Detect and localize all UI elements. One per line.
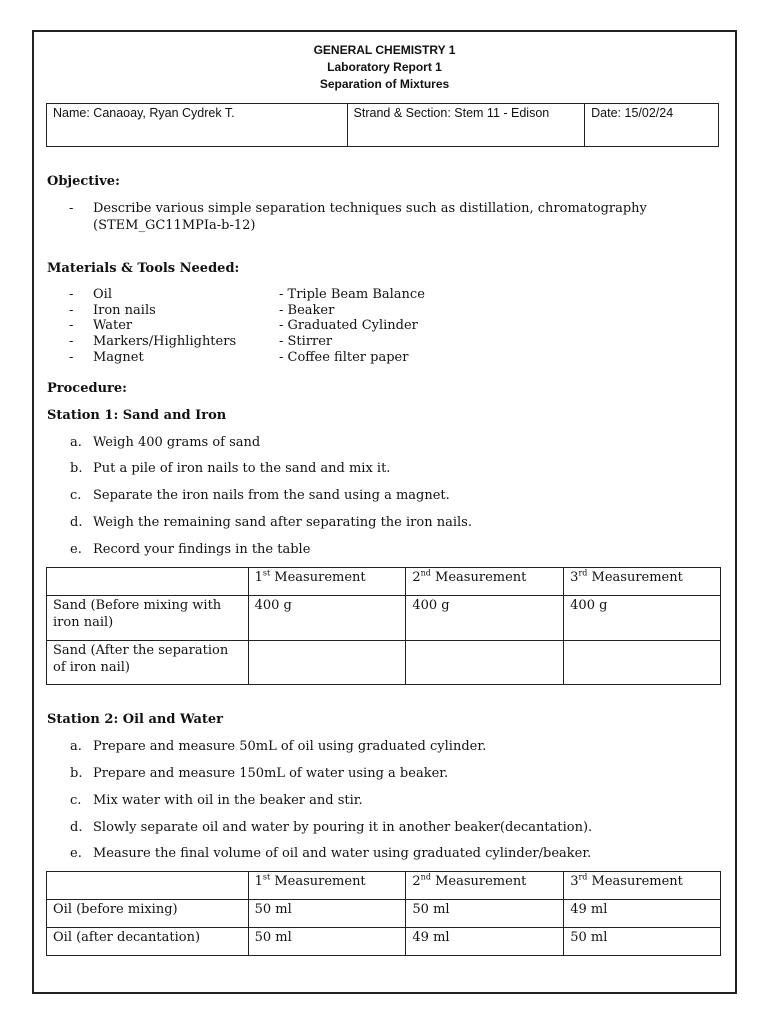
step-text: Weigh 400 grams of sand bbox=[93, 435, 261, 450]
step-text: Measure the final volume of oil and water using graduated cylinder/beaker. bbox=[93, 846, 592, 861]
student-name: Name: Canaoay, Ryan Cydrek T. bbox=[47, 104, 348, 147]
objective-line-1: Describe various simple separation techniques such as distillation, chromatography bbox=[93, 201, 647, 216]
step-letter: d. bbox=[70, 820, 83, 835]
strand-section: Strand & Section: Stem 11 - Edison bbox=[347, 104, 585, 147]
table-cell bbox=[564, 641, 721, 685]
row-label: Sand (Before mixing with iron nail) bbox=[47, 596, 249, 641]
step-text: Weigh the remaining sand after separating the iron nails. bbox=[93, 515, 472, 530]
step-text: Prepare and measure 50mL of oil using graduated cylinder. bbox=[93, 739, 487, 754]
row-label: Sand (After the separation of iron nail) bbox=[47, 641, 249, 685]
step-text: Record your findings in the table bbox=[93, 542, 311, 557]
column-header: 3rd Measurement bbox=[564, 568, 721, 596]
table-cell bbox=[248, 641, 406, 685]
table-cell bbox=[406, 641, 564, 685]
objective-heading: Objective: bbox=[47, 174, 120, 189]
material-item: Iron nails bbox=[93, 303, 156, 318]
table-row bbox=[47, 596, 721, 641]
step-letter: a. bbox=[70, 435, 82, 450]
step-text: Prepare and measure 150mL of water using a beaker. bbox=[93, 766, 449, 781]
student-info-table bbox=[46, 103, 719, 147]
procedure-heading: Procedure: bbox=[47, 381, 127, 396]
objective-bullet: - bbox=[69, 201, 74, 216]
material-item: Magnet bbox=[93, 350, 144, 365]
report-subtitle: Separation of Mixtures bbox=[319, 77, 450, 91]
table-cell: 49 ml bbox=[564, 900, 721, 928]
material-item: - Beaker bbox=[279, 303, 335, 318]
material-item: - Graduated Cylinder bbox=[279, 318, 418, 333]
report-header bbox=[32, 42, 737, 93]
column-header: 2nd Measurement bbox=[406, 568, 564, 596]
table-header-row bbox=[47, 872, 721, 900]
step-text: Put a pile of iron nails to the sand and mix it. bbox=[93, 461, 391, 476]
step-letter: e. bbox=[70, 542, 82, 557]
table-cell: 400 g bbox=[248, 596, 406, 641]
materials-heading: Materials & Tools Needed: bbox=[47, 261, 240, 276]
material-item: - Coffee filter paper bbox=[279, 350, 409, 365]
material-item: Markers/Highlighters bbox=[93, 334, 237, 349]
course-title: GENERAL CHEMISTRY 1 bbox=[313, 43, 456, 57]
step-text: Mix water with oil in the beaker and stir. bbox=[93, 793, 363, 808]
table-cell: 50 ml bbox=[406, 900, 564, 928]
column-header: 2nd Measurement bbox=[406, 872, 564, 900]
table-cell: 400 g bbox=[564, 596, 721, 641]
station2-table bbox=[46, 871, 721, 956]
table-cell: 49 ml bbox=[406, 928, 564, 956]
material-item: Water bbox=[93, 318, 133, 333]
table-row bbox=[47, 928, 721, 956]
step-letter: a. bbox=[70, 739, 82, 754]
table-row bbox=[47, 900, 721, 928]
step-text: Separate the iron nails from the sand using a magnet. bbox=[93, 488, 450, 503]
step-letter: e. bbox=[70, 846, 82, 861]
report-date: Date: 15/02/24 bbox=[585, 104, 719, 147]
material-item: - Stirrer bbox=[279, 334, 333, 349]
step-letter: b. bbox=[70, 766, 83, 781]
station1-table bbox=[46, 567, 721, 685]
step-letter: c. bbox=[70, 488, 82, 503]
column-header: 1st Measurement bbox=[248, 872, 406, 900]
report-title: Laboratory Report 1 bbox=[327, 60, 442, 74]
station1-heading: Station 1: Sand and Iron bbox=[47, 408, 227, 423]
table-cell: 400 g bbox=[406, 596, 564, 641]
step-letter: b. bbox=[70, 461, 83, 476]
column-header: 3rd Measurement bbox=[564, 872, 721, 900]
table-header-row bbox=[47, 568, 721, 596]
row-label: Oil (after decantation) bbox=[47, 928, 249, 956]
table-cell: 50 ml bbox=[248, 900, 406, 928]
row-label: Oil (before mixing) bbox=[47, 900, 249, 928]
step-letter: d. bbox=[70, 515, 83, 530]
step-text: Slowly separate oil and water by pouring it in another beaker(decantation). bbox=[93, 820, 593, 835]
table-cell: 50 ml bbox=[564, 928, 721, 956]
material-item: Oil bbox=[93, 287, 112, 302]
material-item: - Triple Beam Balance bbox=[279, 287, 425, 302]
station2-heading: Station 2: Oil and Water bbox=[47, 712, 224, 727]
table-row bbox=[47, 641, 721, 685]
table-cell: 50 ml bbox=[248, 928, 406, 956]
objective-line-2: (STEM_GC11MPIa-b-12) bbox=[93, 218, 256, 233]
column-header: 1st Measurement bbox=[248, 568, 406, 596]
step-letter: c. bbox=[70, 793, 82, 808]
